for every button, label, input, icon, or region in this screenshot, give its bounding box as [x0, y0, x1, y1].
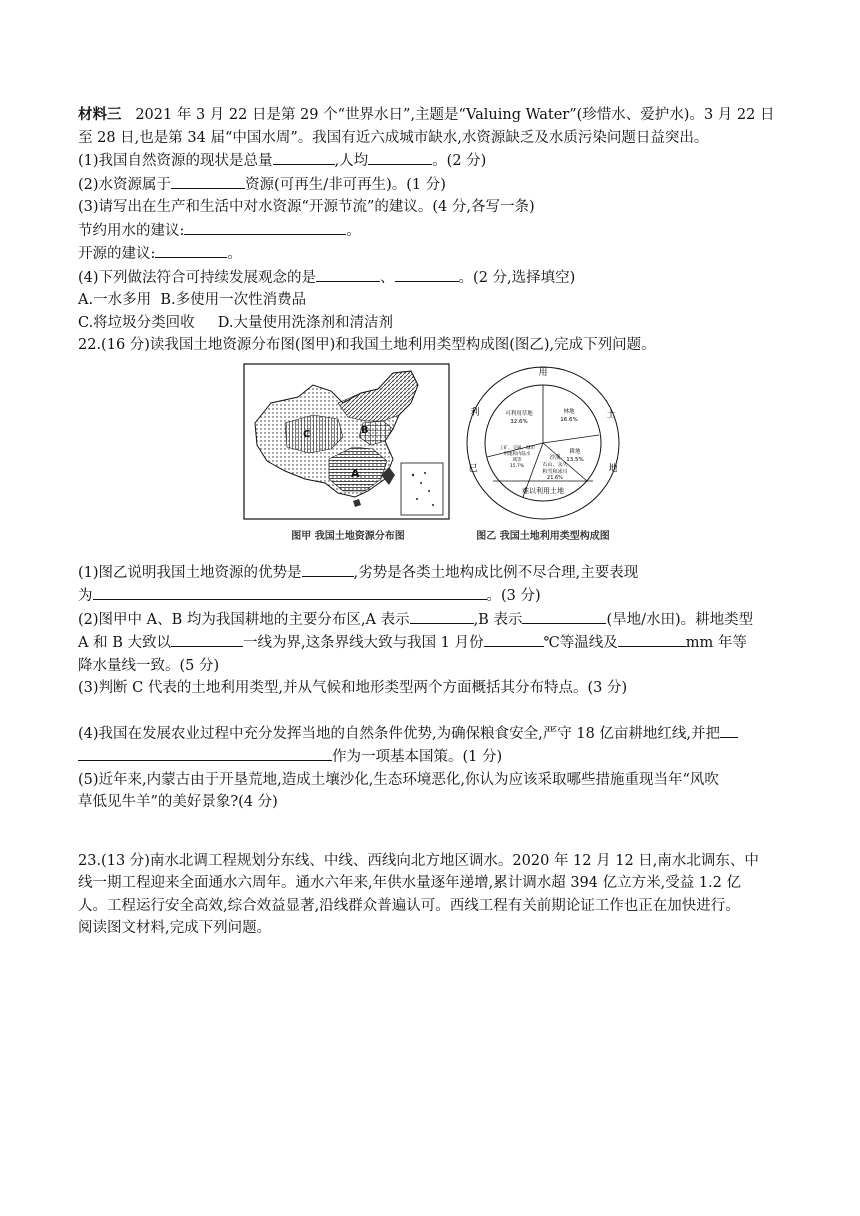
q22-p1-text-c: 为 [78, 588, 93, 604]
option-c: C.将垃圾分类回收 [78, 314, 195, 331]
q22-part5-line2: 草低见牛羊”的美好景象?(4 分) [78, 794, 278, 810]
answer-blank[interactable] [273, 149, 335, 165]
q22-part1-line2 [78, 584, 788, 608]
option-a: A.一水多用 [78, 292, 152, 308]
q22-p4-text-b: 作为一项基本国策。(1 分) [332, 749, 503, 765]
pie-caption: 图乙 我国土地利用类型构成图 [476, 530, 610, 542]
q22-p2-text-b: ,B 表示 [473, 611, 523, 628]
answer-blank[interactable] [171, 631, 243, 647]
q21-p4-text-a: (4)下列做法符合可持续发展观念的是 [78, 269, 317, 286]
q22-p4-text-a: (4)我国在发展农业过程中充分发挥当地的自然条件优势,为确保粮食安全,严守 18 亿亩耕地红线,并把 [78, 725, 721, 742]
land-use-pie-graphic [463, 363, 623, 523]
answer-blank[interactable] [316, 266, 380, 282]
answer-blank[interactable] [720, 722, 738, 738]
q22-part4-line2 [78, 745, 788, 769]
answer-space [78, 814, 788, 850]
q21-p4-text-c: 。(2 分,选择填空) [458, 269, 576, 286]
pie-label-urban-3: 域等 [512, 457, 522, 463]
q21-p1-text-a: (1)我国自然资源的现状是总量 [78, 153, 273, 169]
pie-value-cropland: 13.5% [566, 456, 584, 463]
q21-part3-open [78, 242, 788, 266]
map-label-a: A [351, 466, 360, 480]
pie-value-urban: 15.7% [509, 463, 525, 469]
q21-options-ab [78, 289, 788, 312]
answer-blank[interactable] [618, 631, 686, 647]
q22-part5-line1: (5)近年来,内蒙古由于开垦荒地,造成土壤沙化,生态环境恶化,你认为应该采取哪些措施重现当年“风吹 [78, 771, 719, 788]
q22-part1-line1 [78, 561, 788, 585]
save-water-end: 。 [346, 222, 361, 239]
q22-p2-text-c: (旱地/水田)。耕地类型 [606, 611, 754, 628]
pie-label-urban-1: 工矿、交通、城市 [499, 445, 535, 451]
answer-blank[interactable] [368, 149, 432, 165]
save-water-label: 节约用水的建议: [78, 222, 185, 239]
answer-blank[interactable] [171, 173, 245, 189]
open-source-label: 开源的建议: [78, 246, 156, 262]
material3-line2: 至 28 日,也是第 34 届“中国水周”。我国有近六成城市缺水,水资源缺乏及水质污染问题日益突出。 [78, 129, 709, 146]
land-use-pie-chart [463, 363, 623, 542]
ring-char-2: 土 [606, 409, 616, 420]
q22-part2-line3: 降水量线一致。(5 分) [78, 657, 220, 674]
answer-blank[interactable] [522, 608, 606, 624]
q22-part2-line1 [78, 608, 788, 632]
china-map-graphic [243, 363, 451, 523]
pie-value-desert: 21.6% [547, 474, 563, 481]
pie-value-forest: 16.6% [560, 416, 578, 423]
q21-part3-save [78, 219, 788, 243]
pie-label-desert-2: 石山、永久 [542, 461, 568, 468]
q21-part3: (3)请写出在生产和生活中对水资源“开源节流”的建议。(4 分,各写一条) [78, 199, 535, 215]
land-resource-map [243, 363, 453, 542]
answer-blank[interactable] [93, 584, 487, 600]
pie-bottom-label: 难以利用土地 [522, 486, 564, 495]
q21-p1-text-c: 。(2 分) [432, 153, 487, 169]
material3-line1 [78, 104, 788, 127]
answer-blank[interactable] [302, 561, 354, 577]
map-label-c: C [303, 428, 311, 440]
q23-line4: 阅读图文材料,完成下列问题。 [78, 920, 272, 936]
pie-value-grassland: 32.6% [510, 418, 528, 425]
open-source-end: 。 [227, 246, 242, 262]
exam-page [78, 104, 788, 940]
q22-part4-line1 [78, 722, 788, 746]
q21-p1-text-b: ,人均 [334, 153, 369, 169]
ring-char-1: 用 [538, 367, 548, 378]
q22-p2-text-d: A 和 B 大致以 [78, 635, 171, 651]
q21-part2 [78, 173, 788, 197]
ring-char-4: 巳 [468, 463, 478, 474]
pie-label-forest: 林地 [563, 408, 575, 415]
ring-char-5: 利 [470, 407, 480, 418]
option-d: D.大量使用洗涤剂和清洁剂 [217, 314, 393, 331]
q22-p1-text-b: ,劣势是各类土地构成比例不尽合理,主要表现 [353, 564, 639, 581]
pie-label-desert-3: 积雪和冰川 [542, 468, 568, 475]
pie-label-urban-2: 用地和内陆水 [503, 451, 531, 457]
pie-label-desert-1: 沙漠 [549, 454, 561, 461]
map-label-b: B [361, 424, 369, 436]
q21-options-cd [78, 312, 788, 335]
q22-p2-text-f: ℃等温线及 [543, 635, 618, 651]
answer-blank[interactable] [184, 219, 346, 235]
answer-blank[interactable] [155, 242, 227, 258]
q22-part3: (3)判断 C 代表的土地利用类型,并从气候和地形类型两个方面概括其分布特点。(3 分) [78, 680, 628, 696]
q23-line1: 23.(13 分)南水北调工程规划分东线、中线、西线向北方地区调水。2020 年 12 月 12 日,南水北调东、中 [78, 852, 759, 869]
answer-blank[interactable] [410, 608, 474, 624]
answer-blank[interactable] [484, 631, 544, 647]
q22-p2-text-a: (2)图甲中 A、B 均为我国耕地的主要分布区,A 表示 [78, 611, 410, 628]
q21-p2-text-b: 资源(可再生/非可再生)。(1 分) [245, 176, 446, 193]
q22-p2-text-e: 一线为界,这条界线大致与我国 1 月份 [242, 635, 484, 651]
q21-p4-text-b: 、 [380, 269, 395, 286]
q22-p1-text-d: 。(3 分) [486, 588, 541, 604]
q22-p2-text-g: mm 年等 [685, 635, 747, 651]
material3-label: 材料三 [78, 106, 122, 123]
q22-stem: 22.(16 分)读我国土地资源分布图(图甲)和我国土地利用类型构成图(图乙),完成下列问题。 [78, 337, 656, 353]
q22-p1-text-a: (1)图乙说明我国土地资源的优势是 [78, 564, 302, 581]
answer-space [78, 700, 788, 722]
answer-blank[interactable] [78, 745, 332, 761]
q22-figures [78, 363, 788, 555]
q21-part1 [78, 149, 788, 173]
pie-label-cropland: 耕地 [569, 448, 581, 455]
q21-part4 [78, 266, 788, 290]
ring-char-3: 地 [608, 463, 618, 474]
q21-p2-text-a: (2)水资源属于 [78, 176, 172, 193]
answer-blank[interactable] [395, 266, 459, 282]
pie-label-grassland: 可利用草地 [505, 410, 533, 417]
option-b: B.多使用一次性消费品 [160, 292, 307, 308]
q23-line2: 线一期工程迎来全面通水六周年。通水六年来,年供水量逐年递增,累计调水超 394 亿立方米,受益 1.2 亿 [78, 875, 741, 891]
q23-line3: 人。工程运行安全高效,综合效益显著,沿线群众普遍认可。西线工程有关前期论证工作也正在加快进行。 [78, 897, 740, 914]
map-caption: 图甲 我国土地资源分布图 [291, 530, 405, 542]
material3-text1: 2021 年 3 月 22 日是第 29 个“世界水日”,主题是“Valuing Water”(珍惜水、爱护水)。3 月 22 日 [135, 107, 775, 123]
q22-part2-line2 [78, 631, 788, 655]
